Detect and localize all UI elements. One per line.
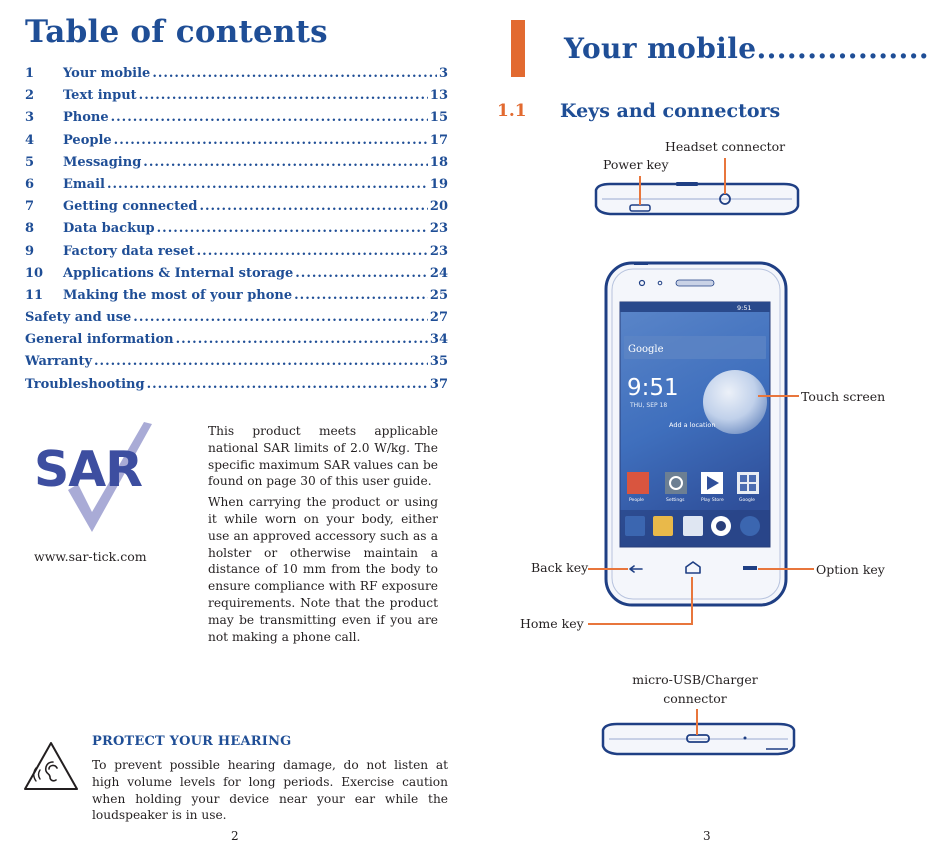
chapter-title-text: Your mobile (564, 32, 757, 65)
toc-entry-page: 3 (438, 66, 448, 81)
label-usb-connector (620, 670, 770, 708)
apps-dock-icon (683, 516, 703, 536)
toc-entry-label: Data backup (63, 221, 155, 237)
toc-entry-page: 23 (429, 243, 448, 259)
toc-entry-page: 25 (429, 287, 448, 303)
earpiece-icon (676, 280, 714, 286)
toc-entry-label: General information (25, 332, 174, 348)
label-usb-line-1: micro-USB/Charger (632, 672, 758, 687)
app-label-google: Google (739, 498, 755, 503)
sar-logo-text: SAR (34, 441, 142, 498)
toc-entry-label: Applications & Internal storage (63, 265, 294, 281)
toc-entry-number: 11 (25, 287, 44, 303)
label-power-key: Power key (603, 157, 669, 172)
toc-entry-page: 17 (429, 132, 448, 148)
toc-entry-label: Warranty (25, 354, 93, 370)
chapter-title-dots: ................. (756, 32, 929, 65)
browser-dock-icon (740, 516, 760, 536)
hearing-text: To prevent possible hearing damage, do not listen at high volume levels for long periods. Exercise caution when holding your device near your ear while the loudspeaker is in use. (92, 758, 448, 823)
toc-entry-number: 10 (25, 265, 44, 281)
status-time: 9:51 (737, 304, 752, 312)
sar-paragraph-1: This product meets applicable national SAR limits of 2.0 W/kg. The specific maximum SAR values can be found on page 30 of this user guide. (208, 424, 438, 489)
toc-entry-number: 8 (25, 221, 35, 237)
toc-entry-label: Your mobile (63, 66, 151, 81)
toc-entry-page: 15 (429, 110, 448, 126)
volume-key (676, 182, 698, 186)
toc-entry-number: 5 (25, 154, 35, 170)
toc-entry-number: 7 (25, 199, 35, 215)
toc-entry-page: 27 (429, 310, 448, 326)
label-usb-line-2: connector (663, 691, 727, 706)
toc-title: Table of contents (25, 14, 328, 50)
toc-entry-number: 1 (25, 66, 35, 81)
label-home-key: Home key (520, 616, 584, 631)
section-title: Keys and connectors (560, 100, 781, 122)
toc-entry-page: 18 (429, 154, 448, 170)
toc-entry-page: 20 (429, 199, 448, 215)
section-number: 1.1 (497, 101, 527, 121)
page-number-left: 2 (231, 829, 239, 843)
label-touch-screen: Touch screen (801, 389, 886, 404)
toc-entry-label: Email (63, 176, 105, 192)
app-label-settings: Settings (666, 498, 685, 503)
toc-entry-number: 6 (25, 176, 35, 192)
hearing-title: PROTECT YOUR HEARING (92, 734, 292, 749)
toc-entry-number: 3 (25, 110, 35, 126)
toc-entry-label: Safety and use (25, 310, 132, 326)
toc-entry-label: Making the most of your phone (63, 287, 293, 303)
toc-entry-label: Troubleshooting (25, 376, 145, 392)
toc-entry-number: 4 (25, 132, 35, 148)
label-headset-connector: Headset connector (665, 139, 786, 154)
toc-entry-page: 13 (429, 88, 448, 104)
toc-entry-page: 34 (429, 332, 448, 348)
label-back-key: Back key (531, 560, 589, 575)
toc-entry-page: 35 (429, 354, 448, 370)
app-label-play-store: Play Store (701, 498, 724, 503)
microphone-hole (744, 737, 747, 740)
toc-entry-label: Factory data reset (63, 243, 195, 259)
toc-entry-number: 9 (25, 243, 35, 259)
app-label-people: People (629, 498, 644, 503)
google-search-brand: Google (628, 344, 664, 355)
toc-entry-label: Phone (63, 110, 109, 126)
phone-bottom-view (603, 724, 794, 754)
sar-url: www.sar-tick.com (34, 549, 147, 564)
toc-entry-label: Getting connected (63, 199, 198, 215)
toc-entry-label: Text input (63, 88, 137, 104)
label-option-key: Option key (816, 562, 885, 577)
toc-entry-page: 24 (429, 265, 448, 281)
date-widget: THU, SEP 18 (630, 402, 668, 409)
phone-top-view (596, 182, 798, 214)
settings-app-icon (665, 472, 687, 494)
toc-entry-label: Messaging (63, 154, 142, 170)
phone-front-view (606, 262, 786, 605)
sar-paragraph-2: When carrying the product or using it while worn on your body, either use an approved accessory such as a holster or otherwise maintain a distance of 10 mm from the body to ensure compliance with RF exposure requirements. Note that the product may be transmitting even if you are not making a phone call. (208, 495, 438, 644)
toc-entry-page: 19 (429, 176, 448, 192)
messages-dock-icon (653, 516, 673, 536)
toc-entry-page: 23 (429, 221, 448, 237)
toc-entry-number: 2 (25, 88, 35, 104)
phone-dock-icon (625, 516, 645, 536)
add-location-text: Add a location (669, 421, 716, 429)
page-number-right: 3 (703, 829, 711, 843)
clock-widget: 9:51 (627, 375, 679, 401)
people-app-icon (627, 472, 649, 494)
option-key-icon (743, 566, 757, 570)
toc-entry-page: 37 (429, 376, 448, 392)
toc-entry-label: People (63, 132, 112, 148)
